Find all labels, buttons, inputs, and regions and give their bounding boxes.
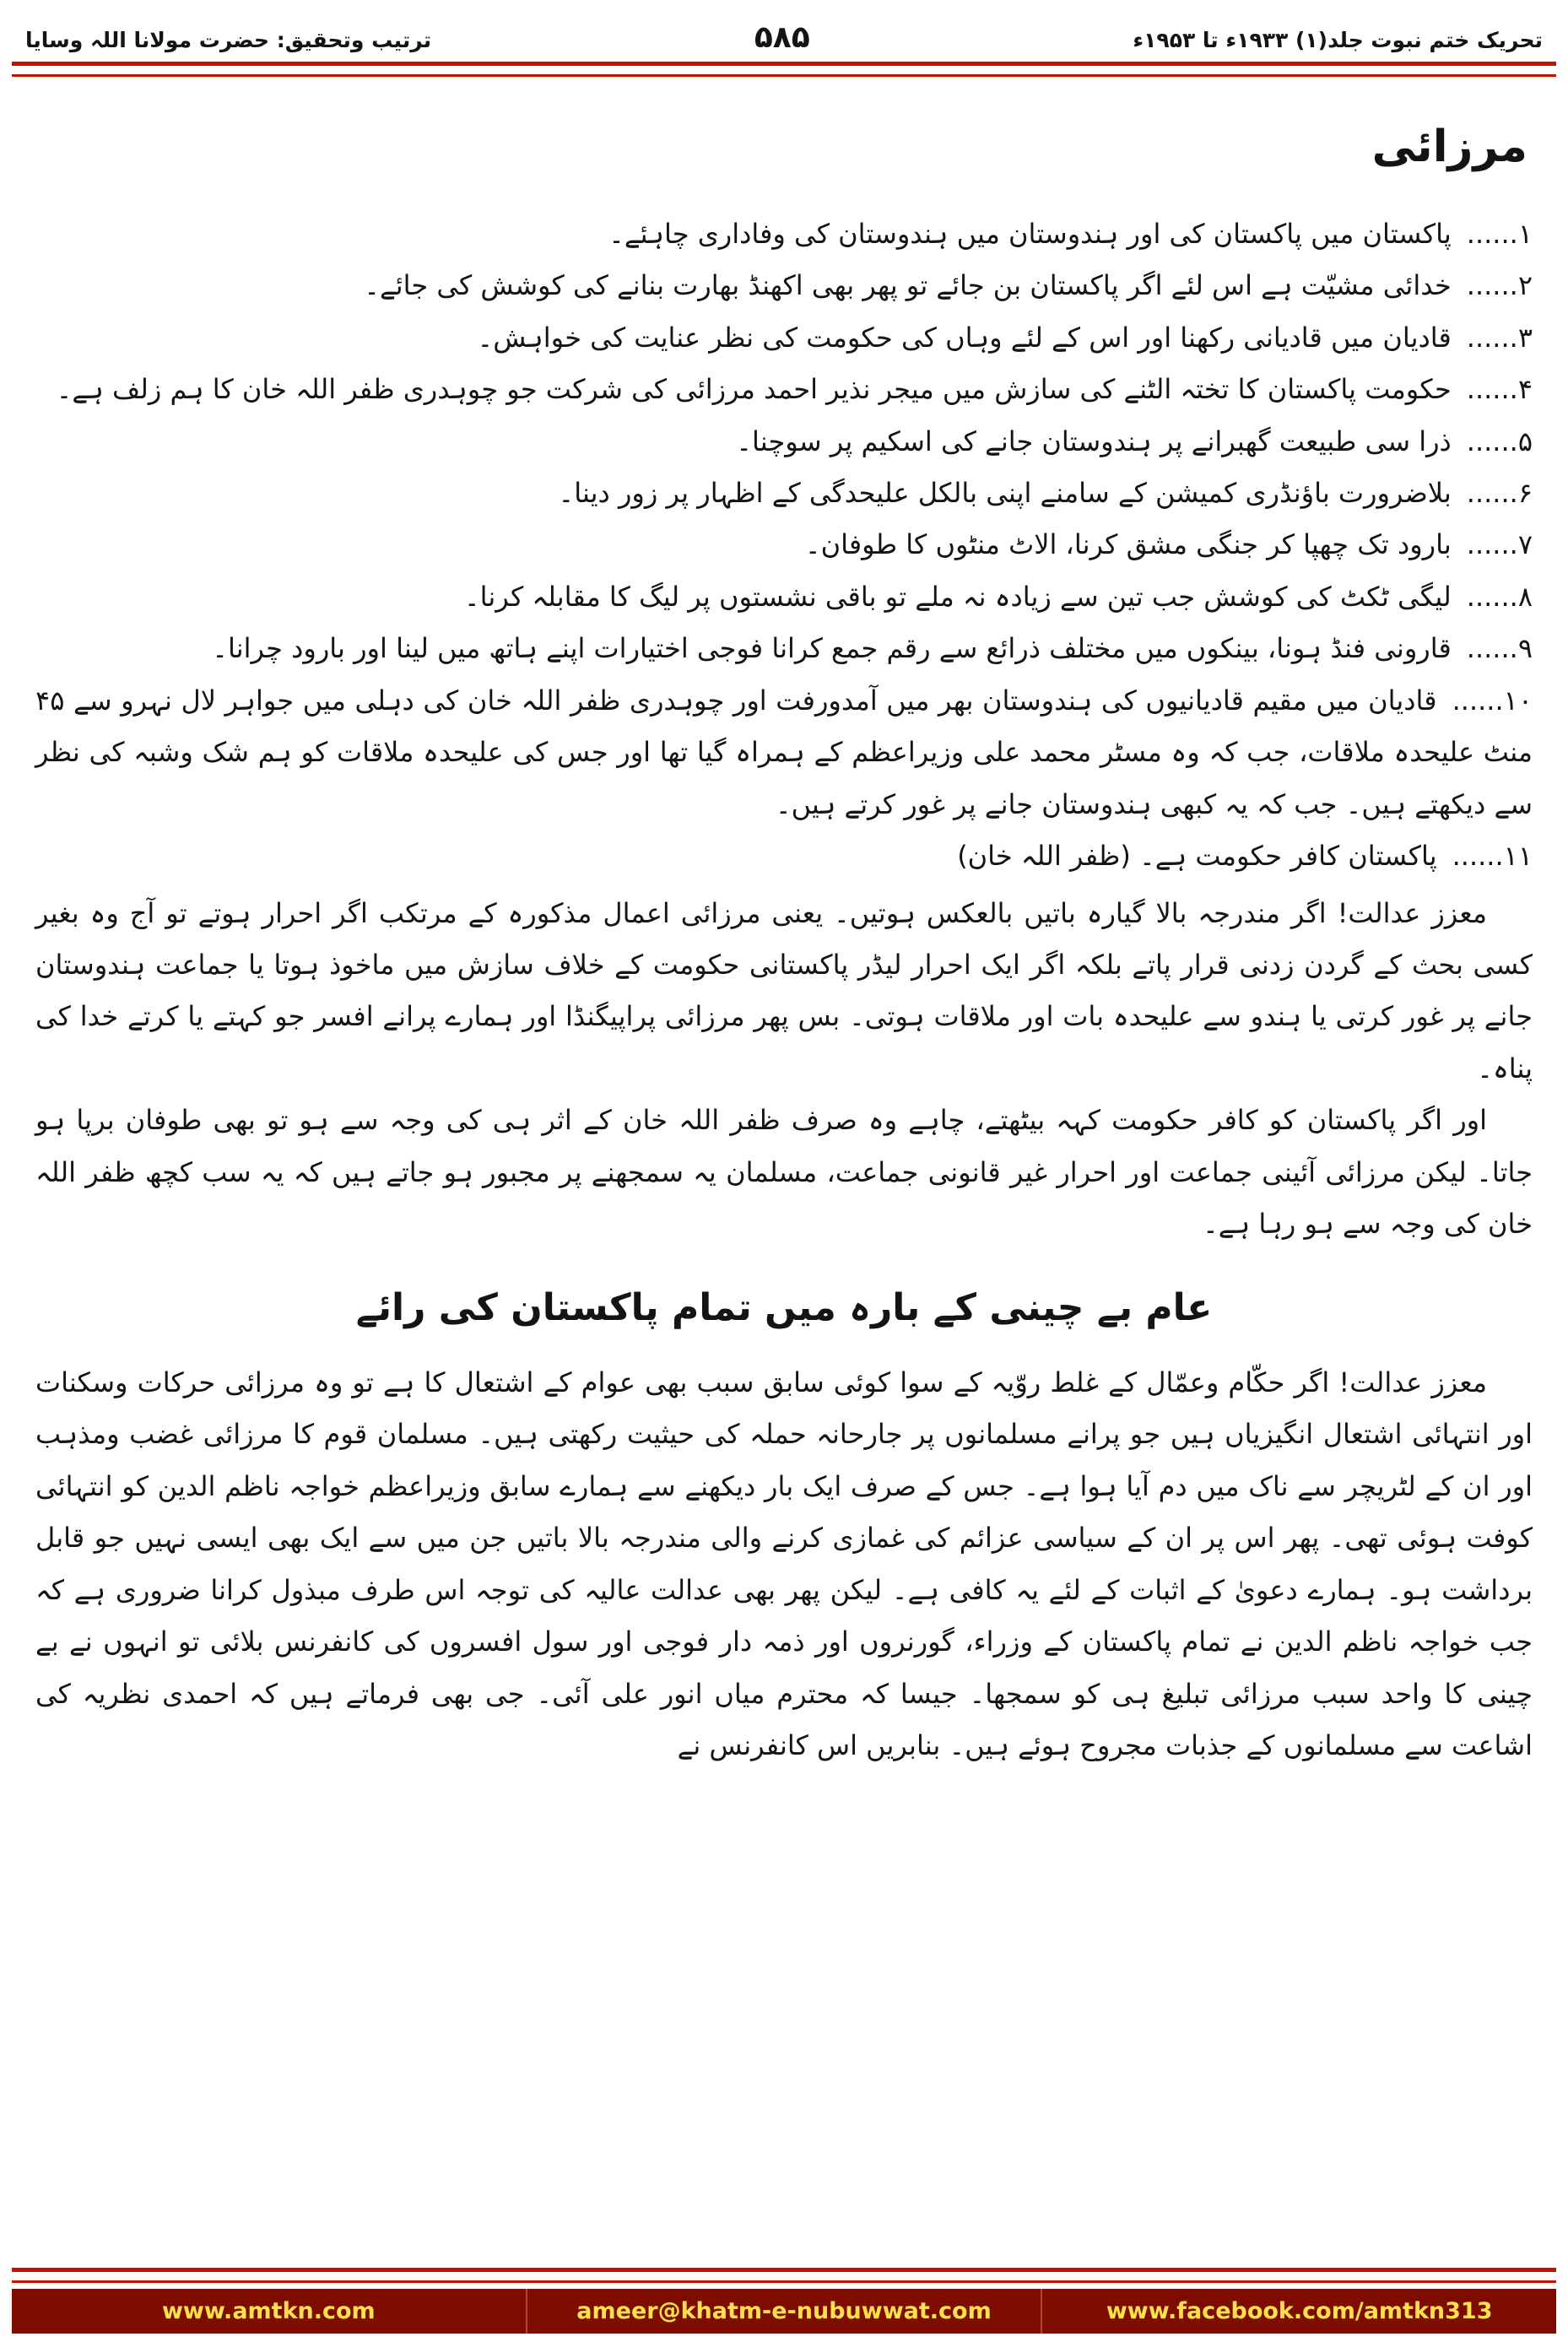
body-paragraph: معزز عدالت! اگر مندرجہ بالا گیارہ باتیں بالعکس ہوتیں۔ یعنی مرزائی اعمال مذکورہ کے مرتکب اگر احرار ہوتے تو آج وہ بغیر کسی بحث کے گردن زدنی قرار پاتے بلکہ اگر ایک احرار لیڈر پاکستانی حکومت کے خلاف سازش میں ماخوذ ہوتا یا جماعت ہندوستان جانے پر غور کرتی یا ہندو سے علیحدہ بات اور ملاقات ہوتی۔ بس پھر مرزائی پراپیگنڈا اور ہمارے پرانے افسر جو کہتے یا کرتے خدا کی پناہ۔ — [35, 896, 1533, 1084]
list-item-number: ۸...... — [1466, 580, 1533, 613]
website-link: www.amtkn.com — [161, 2298, 376, 2324]
list-item-text: قادیان میں قادیانی رکھنا اور اس کے لئے وہاں کی حکومت کی نظر عنایت کی خواہش۔ — [477, 321, 1452, 354]
list-item-number: ۷...... — [1466, 528, 1533, 561]
closing-paragraph: معزز عدالت! اگر حکّام وعمّال کے غلط روّیہ کے سوا کوئی سابق سبب بھی عوام کے اشتعال کا ہے تو وہ مرزائی حرکات وسکنات اور انتہائی اشتعال انگیزیاں ہیں جو پرانے مسلمانوں پر جارحانہ حملہ کی حیثیت رکھتی ہیں۔ مسلمان قوم کا مرزائی غضب ومذہب اور ان کے لٹریچر سے ناک میں دم آیا ہوا ہے۔ جس کے صرف ایک بار دیکھنے سے ہمارے سابق وزیراعظم خواجہ ناظم الدین کو انتہائی کوفت ہوئی تھی۔ پھر اس پر ان کے سیاسی عزائم کی غمازی کرنے والی مندرجہ بالا باتیں جن میں سے ایک بھی ایسی نہیں جو قابل برداشت ہو۔ ہمارے دعویٰ کے اثبات کے لئے یہ کافی ہے۔ لیکن پھر بھی عدالت عالیہ کی توجہ اس طرف مبذول کرانا ضروری ہے کہ جب خواجہ ناظم الدین نے تمام پاکستان کے وزراء، گورنروں اور ذمہ دار فوجی اور سول افسروں کی کانفرنس بلائی تو انہوں نے بے چینی کا واحد سبب مرزائی تبلیغ ہی کو سمجھا۔ جیسا کہ محترم میاں انور علی آئی۔ جی بھی فرماتے ہیں کہ احمدی نظریہ کی اشاعت سے مسلمانوں کے جذبات مجروح ہوئے ہیں۔ بنابریں اس کانفرنس نے — [35, 1366, 1533, 1762]
list-item — [35, 830, 1533, 882]
body-paragraph: اور اگر پاکستان کو کافر حکومت کہہ بیٹھتے، چاہے وہ صرف ظفر اللہ خان کے اثر ہی کی وجہ سے ہو تو بھی طوفان برپا ہو جاتا۔ لیکن مرزائی آئینی جماعت اور احرار غیر قانونی جماعت، مسلمان یہ سمجھنے پر مجبور ہو جاتے ہیں کہ یہ سب کچھ ظفر اللہ خان کی وجہ سے ہو رہا ہے۔ — [35, 1104, 1533, 1241]
list-item — [35, 364, 1533, 415]
list-item-number: ۹...... — [1466, 632, 1533, 665]
list-item-text: بلاضرورت باؤنڈری کمیشن کے سامنے اپنی بالکل علیحدگی کے اظہار پر زور دینا۔ — [558, 477, 1452, 510]
list-item — [35, 260, 1533, 311]
list-item — [35, 468, 1533, 519]
list-item — [35, 675, 1533, 830]
volume-title: تحریک ختم نبوت جلد(۱) ۱۹۳۳ء تا ۱۹۵۳ء — [1133, 28, 1543, 52]
list-item-text: قارونی فنڈ ہونا، بینکوں میں مختلف ذرائع سے رقم جمع کرانا فوجی اختیارات اپنے ہاتھ میں لینا اور بارود چرانا۔ — [212, 632, 1452, 665]
list-item-text: خدائی مشیّت ہے اس لئے اگر پاکستان بن جائے تو پھر بھی اکھنڈ بھارت بنانے کی کوشش کی جائے۔ — [364, 269, 1452, 302]
list-item-number: ۱...... — [1466, 217, 1533, 250]
document-title: مرزائی — [1371, 122, 1527, 172]
facebook-link: www.facebook.com/amtkn313 — [1041, 2289, 1556, 2334]
page-number: ۵۸۵ — [754, 20, 810, 55]
list-item — [35, 312, 1533, 364]
email-link: ameer@khatm-e-nubuwwat.com — [526, 2289, 1041, 2334]
list-item-number: ۴...... — [1466, 373, 1533, 406]
list-item-text: بارود تک چھپا کر جنگی مشق کرنا، الاٹ منٹوں کا طوفان۔ — [804, 528, 1452, 561]
list-item-number: ۱۰...... — [1452, 684, 1533, 717]
list-item-number: ۱۱...... — [1452, 840, 1533, 873]
list-item — [35, 623, 1533, 674]
header-divider — [12, 62, 1556, 77]
page-body — [0, 77, 1568, 2268]
list-item-text: ذرا سی طبیعت گھبرانے پر ہندوستان جانے کی اسکیم پر سوچنا۔ — [736, 425, 1452, 457]
list-item — [35, 519, 1533, 571]
list-item-number: ۶...... — [1466, 477, 1533, 510]
list-item-number: ۳...... — [1466, 321, 1533, 354]
subsection-heading: عام بے چینی کے بارہ میں تمام پاکستان کی رائے — [355, 1285, 1213, 1329]
list-item-text: حکومت پاکستان کا تختہ الٹنے کی سازش میں میجر نذیر احمد مرزائی کی شرکت جو چوہدری ظفر اللہ خان کا ہم زلف ہے۔ — [56, 373, 1452, 406]
numbered-list — [35, 208, 1533, 883]
compiler-credit: ترتیب وتحقیق: حضرت مولانا اللہ وسایا — [25, 28, 432, 52]
footer-divider — [12, 2268, 1556, 2283]
list-item-number: ۲...... — [1466, 269, 1533, 302]
list-item-text: لیگی ٹکٹ کی کوشش جب تین سے زیادہ نہ ملے تو باقی نشستوں پر لیگ کا مقابلہ کرنا۔ — [463, 580, 1452, 613]
list-item-text: قادیان میں مقیم قادیانیوں کی ہندوستان بھر میں آمدورفت اور چوہدری ظفر اللہ خان کی دہلی میں جواہر لال نہرو سے ۴۵ منٹ علیحدہ ملاقات، جب کہ وہ مسٹر محمد علی وزیراعظم کے ہمراہ گیا تھا اور جس کی علیحدہ ملاقات کو ہم شک وشبہ کی نظر سے دیکھتے ہیں۔ جب کہ یہ کبھی ہندوستان جانے پر غور کرتے ہیں۔ — [35, 684, 1533, 820]
list-item — [35, 416, 1533, 468]
page-header — [0, 0, 1568, 62]
list-item — [35, 571, 1533, 623]
list-item-text: پاکستان کافر حکومت ہے۔ (ظفر اللہ خان) — [957, 840, 1437, 873]
footer-bar — [12, 2289, 1556, 2334]
list-item — [35, 208, 1533, 260]
list-item-text: پاکستان میں پاکستان کی اور ہندوستان میں ہندوستان کی وفاداری چاہئے۔ — [608, 217, 1452, 250]
list-item-number: ۵...... — [1466, 425, 1533, 457]
page-footer — [0, 2268, 1568, 2342]
